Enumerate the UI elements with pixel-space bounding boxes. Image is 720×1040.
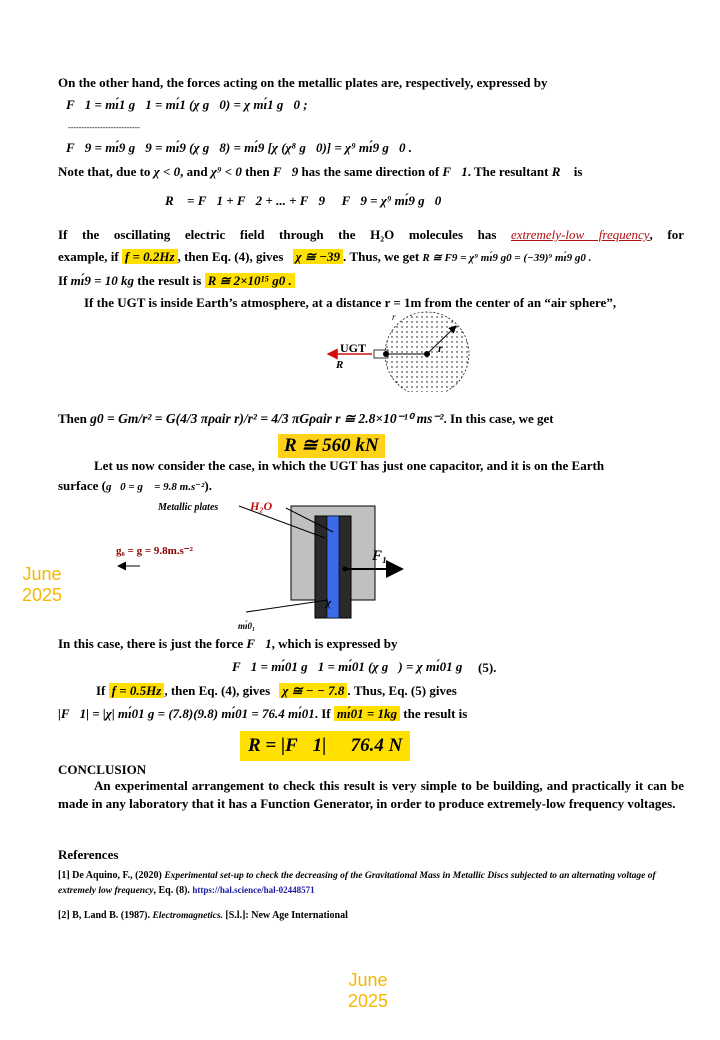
chi-highlight-2: χ ≅ − − 7.8 bbox=[279, 683, 347, 698]
h2o-label: H₂O bbox=[250, 499, 273, 513]
paragraph-mass bbox=[58, 272, 295, 290]
if-text-2: If bbox=[96, 683, 106, 698]
paragraph-half-hz bbox=[96, 682, 457, 700]
g0-equation: g0 = Gm/r² = G(4/3 πρair r)/r² = 4/3 πGρair r ≅ 2.8×10⁻¹⁰ ms⁻² bbox=[90, 411, 444, 426]
result-is-text-2: the result is bbox=[403, 706, 468, 721]
result-560kn: R ≅ 560 kN bbox=[278, 434, 385, 458]
note-chi: χ < 0 bbox=[153, 164, 181, 179]
result-highlight-1: R ≅ 2×10¹⁵ g0 . bbox=[205, 273, 295, 288]
for-text: , for bbox=[649, 227, 685, 242]
ref2-rest: [S.l.]: New Age International bbox=[225, 910, 348, 921]
conclusion-text: An experimental arrangement to check this result is very simple to be building, and practically it can be made in any laboratory that it has a Function Generator, in order to produce extremely-low frequency voltages. bbox=[58, 778, 684, 811]
we-get-text: . In this case, we get bbox=[443, 411, 554, 426]
equation-resultant: R⃗ = F⃗1 + F⃗2 + ... + F⃗9 ≅ F⃗9 = χ⁹ mı́9 g⃗0 bbox=[165, 193, 442, 208]
f1-label: F₁ bbox=[372, 548, 388, 564]
result-eq-1: R ≅ F9 = χ⁹ mı́9 g0 = (−39)⁹ mı́9 g0 . bbox=[422, 252, 592, 264]
chi-label: χ bbox=[326, 597, 332, 609]
surface-text: surface ( bbox=[58, 478, 107, 493]
watermark-date-left bbox=[18, 564, 66, 606]
watermark-month-bottom: June bbox=[348, 970, 388, 990]
watermark-year-left: 2025 bbox=[21, 585, 63, 605]
then-line bbox=[58, 410, 554, 428]
air-sphere-diagram bbox=[320, 310, 490, 392]
ref1-link[interactable]: https://hal.science/hal-02448571 bbox=[192, 885, 315, 895]
radius-top-label: r bbox=[392, 312, 396, 322]
note-chi9: χ⁹ < 0 bbox=[210, 164, 242, 179]
gives-text-2: , then Eq. (4), gives bbox=[164, 683, 271, 698]
r-vector-label: R bbox=[336, 359, 344, 371]
result-is-text: the result is bbox=[137, 273, 202, 288]
note-r: R⃗ bbox=[551, 164, 571, 179]
chi-highlight-1: χ ≅ −39 bbox=[293, 249, 343, 264]
mass-value: mı́9 = 10 kg bbox=[70, 273, 135, 288]
paragraph-capacitor: Let us now consider the case, in which the UGT has just one capacitor, and it is on the Earth bbox=[94, 458, 605, 473]
note-f1: F⃗1 bbox=[442, 164, 468, 179]
watermark-month-left: June bbox=[22, 564, 62, 584]
f1-symbol: F⃗1 bbox=[246, 636, 272, 651]
paragraph-oscillating bbox=[58, 226, 684, 244]
mi01-label: mı́0₁ bbox=[238, 621, 256, 631]
ref1-author: De Aquino, F., (2020) bbox=[72, 870, 162, 881]
g-label: g₀ = g = 9.8m.s⁻² bbox=[116, 545, 193, 557]
if-text: If bbox=[58, 273, 68, 288]
note-line bbox=[58, 163, 688, 181]
just-force-text: In this case, there is just the force bbox=[58, 636, 244, 651]
watermark-year-bottom: 2025 bbox=[347, 991, 389, 1011]
ugt-point bbox=[383, 351, 389, 357]
reference-2 bbox=[58, 909, 348, 923]
references-heading: References bbox=[58, 847, 119, 862]
example-text: example, if bbox=[58, 249, 119, 264]
paragraph-forces: On the other hand, the forces acting on the metallic plates are, respectively, expressed by bbox=[58, 75, 548, 90]
expressed-by-text: , which is expressed by bbox=[271, 636, 398, 651]
elf-term: extremely-low frequency bbox=[511, 227, 650, 242]
mass-highlight: mı́01 = 1kg bbox=[334, 706, 400, 721]
paragraph-ugt-atmosphere: If the UGT is inside Earth’s atmosphere, at a distance r = 1m from the center of an “air sphere”, bbox=[84, 295, 617, 310]
watermark-date-bottom bbox=[344, 970, 392, 1012]
gives-text: , then Eq. (4), gives bbox=[177, 249, 284, 264]
note-then: then bbox=[245, 164, 270, 179]
note-text: Note that, due to bbox=[58, 164, 151, 179]
freq-highlight-2: f = 0.5Hz bbox=[109, 683, 165, 698]
paragraph-example bbox=[58, 248, 591, 267]
metallic-plates-label: Metallic plates bbox=[158, 502, 219, 513]
note-and: , and bbox=[180, 164, 208, 179]
paragraph-magnitude bbox=[58, 705, 467, 723]
ref2-text: [2] B, Land B. (1987). bbox=[58, 910, 150, 921]
note-f9: F⃗9 bbox=[272, 164, 299, 179]
note-resultant: . The resultant bbox=[467, 164, 549, 179]
equation-f9: F⃗9 = mı́9 g⃗9 = mı́9 (χ g⃗8) = mı́9 [χ (χ⁸ g⃗0)] = χ⁹ mı́9 g⃗0 . bbox=[66, 140, 412, 155]
ref2-title: Electromagnetics. bbox=[152, 911, 223, 921]
if-text-3: . If bbox=[314, 706, 331, 721]
note-rest: has the same direction of bbox=[301, 164, 440, 179]
then-text: Then bbox=[58, 411, 87, 426]
conclusion-heading: CONCLUSION bbox=[58, 762, 147, 777]
equation-5: F⃗1 = mı́01 g⃗1 = mı́01 (χ g⃗) = χ mı́01 g⃗ bbox=[232, 659, 473, 674]
ref1-title: Experimental set-up to check the decreasing of the Gravitational Mass in Metallic Discs subjected to an alternating voltage of extremely low frequency bbox=[58, 871, 656, 896]
thus-eq5-text: . Thus, Eq. (5) gives bbox=[347, 683, 457, 698]
equation-5-number: (5). bbox=[478, 660, 497, 675]
note-is: is bbox=[573, 164, 583, 179]
magnitude-equation: |F⃗1| = |χ| mı́01 g = (7.8)(9.8) mı́01 = 76.4 mı́01 bbox=[58, 706, 315, 721]
equation-f1: F⃗1 = mı́1 g⃗1 = mı́1 (χ g⃗0) = χ mı́1 g⃗0 ; bbox=[66, 97, 308, 112]
separator-dashes: --------------------------- bbox=[68, 123, 140, 132]
reference-1 bbox=[58, 869, 674, 898]
paragraph-just-force bbox=[58, 635, 397, 653]
capacitor-diagram bbox=[100, 494, 420, 636]
radius-label: r bbox=[438, 341, 443, 355]
freq-highlight-1: f = 0.2Hz bbox=[122, 249, 178, 264]
ref1-number: [1] bbox=[58, 870, 70, 881]
surface-end: ). bbox=[204, 478, 212, 493]
ugt-label: UGT bbox=[340, 341, 367, 355]
thus-text: . Thus, we get bbox=[342, 249, 420, 264]
result-76n: R = |F⃗1| ≅ 76.4 N bbox=[240, 731, 410, 761]
ref1-eq: , Eq. (8). bbox=[153, 885, 190, 896]
oscillating-text: If the oscillating electric field through the H₂O molecules has bbox=[58, 227, 497, 242]
g-equation: g⃗0 = g⃗ = 9.8 m.s⁻² bbox=[106, 481, 205, 493]
